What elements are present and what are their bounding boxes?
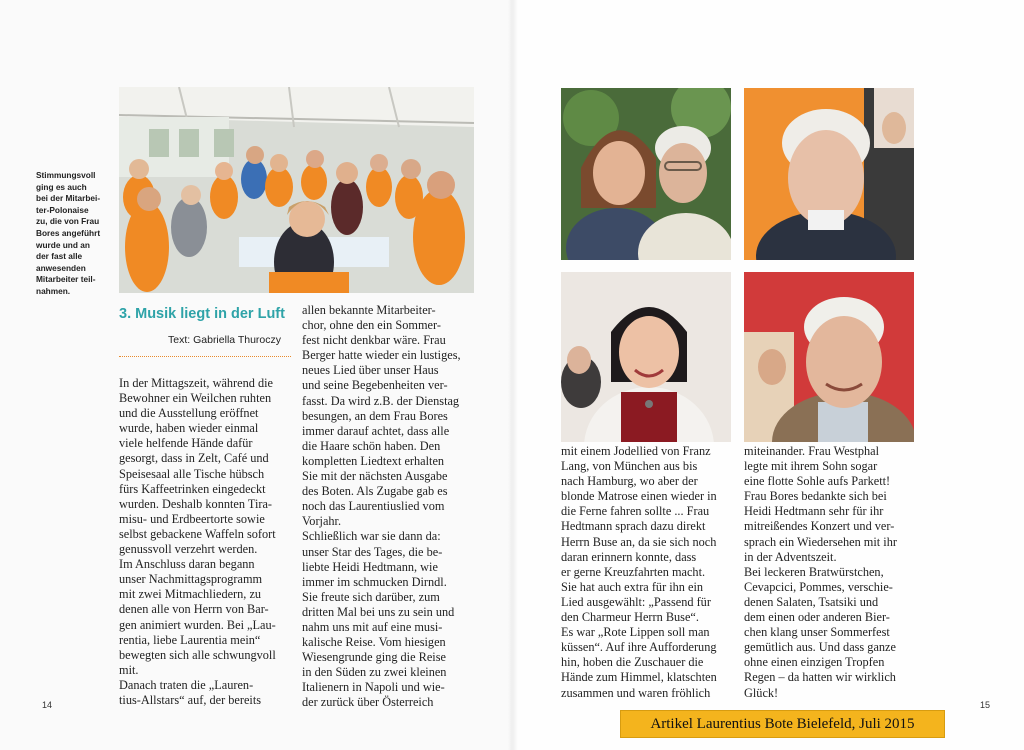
page-gutter	[508, 0, 518, 750]
photo-singer-heidi-hedtmann	[561, 272, 731, 442]
source-banner: Artikel Laurentius Bote Bielefeld, Juli 2015	[620, 710, 945, 738]
photo-elderly-woman-laughing	[744, 88, 914, 260]
article-column-4	[744, 444, 924, 701]
article-text-col3: mit einem Jodellied von Franz Lang, von München aus bis nach Hamburg, wo aber der blonde Matrose einen wieder in die Ferne fahren sollte ... Frau Hedtmann sprach dazu direkt Herrn Buse an, da sie sich noch daran erinnern konnte, dass er gerne Kreuzfahrten macht. Sie hat auch extra für ihn ein Lied ausgewählt: „Passend für den Charmeur Herrn Buse“. Es war „Rote Lippen soll man küssen“. Auf ihre Aufforderung hin, hoben die Zuschauer die Hände zum Himmel, klatschten zusammen und waren fröhlich	[561, 444, 717, 700]
polonaise-photo	[119, 87, 474, 293]
article-column-1	[119, 376, 301, 708]
article-headline: 3. Musik liegt in der Luft	[119, 306, 285, 322]
page-number-right: 15	[980, 700, 991, 710]
headline-divider	[119, 356, 291, 357]
photo-caption: Stimmungsvoll ging es auch bei der Mitarbei- ter-Polonaise zu, die von Frau Bores angeführt wurde und an der fast alle anwesenden Mitarbeiter teil- nahmen.	[36, 170, 101, 296]
photo-elderly-man-smiling	[744, 272, 914, 442]
article-column-2	[302, 303, 487, 711]
article-byline: Text: Gabriella Thuroczy	[168, 334, 282, 346]
article-text-col4: miteinander. Frau Westphal legte mit ihrem Sohn sogar eine flotte Sohle aufs Parkett! Frau Bores bedankte sich bei Heidi Hedtmann sehr für ihr mitreißendes Konzert und ver- sprach ein Wiedersehen mit ihr in der Adventszeit. Bei leckeren Bratwürstchen, Cevapcici, Pommes, verschie- denen Salaten, Tsatsiki und dem einen oder anderen Bier- chen klang unser Sommerfest gemütlich aus. Und dass ganze ohne einen einzigen Tropfen Regen – da hatten wir wirklich Glück!	[744, 444, 897, 700]
article-text-col1: In der Mittagszeit, während die Bewohner ein Weilchen ruhten und die Ausstellung eröffnet wurde, haben wieder einmal viele helfende Hände dafür gesorgt, dass in Zelt, Café und Speisesaal alle Tische hübsch fürs Kaffeetrinken eingedeckt wurden. Deshalb konnten Tira- misu- und Erdbeertorte sowie selbst gebackene Waffeln sofort genussvoll verzehrt werden. Im Anschluss daran begann unser Nachmittagsprogramm mit zwei Mitmachliedern, zu denen alle von Herrn von Bar- gen animiert wurden. Bei „Lau- rentia, liebe Laurentia mein“ bewegten sich alle schwungvoll mit. Danach traten die „Lauren- tius-Allstars“ auf, der bereits	[119, 376, 276, 707]
article-text-col2: allen bekannte Mitarbeiter- chor, ohne den ein Sommer- fest nicht denkbar wäre. Frau Berger hatte wieder ein lustiges, neues Lied über unser Haus und seine Begebenheiten ver- fasst. Da wird z.B. der Dienstag besungen, an dem Frau Bores immer darauf achtet, dass alle die Haare schön haben. Den kompletten Liedtext erhalten Sie mit der nächsten Ausgabe des Boten. Als Zugabe gab es noch das Laurentiuslied vom Vorjahr. Schließlich war sie dann da: unser Star des Tages, die be- liebte Heidi Hedtmann, wie immer im schmucken Dirndl. Sie freute sich darüber, zum dritten Mal bei uns zu sein und nahm uns mit auf eine musi- kalische Reise. Vom hiesigen Wiesengrunde ging die Reise in den Süden zu zwei kleinen Italienern in Napoli und wie- der zurück über Österreich	[302, 303, 461, 710]
photo-two-women	[561, 88, 731, 260]
page-number-left: 14	[42, 700, 53, 710]
article-column-3	[561, 444, 741, 701]
